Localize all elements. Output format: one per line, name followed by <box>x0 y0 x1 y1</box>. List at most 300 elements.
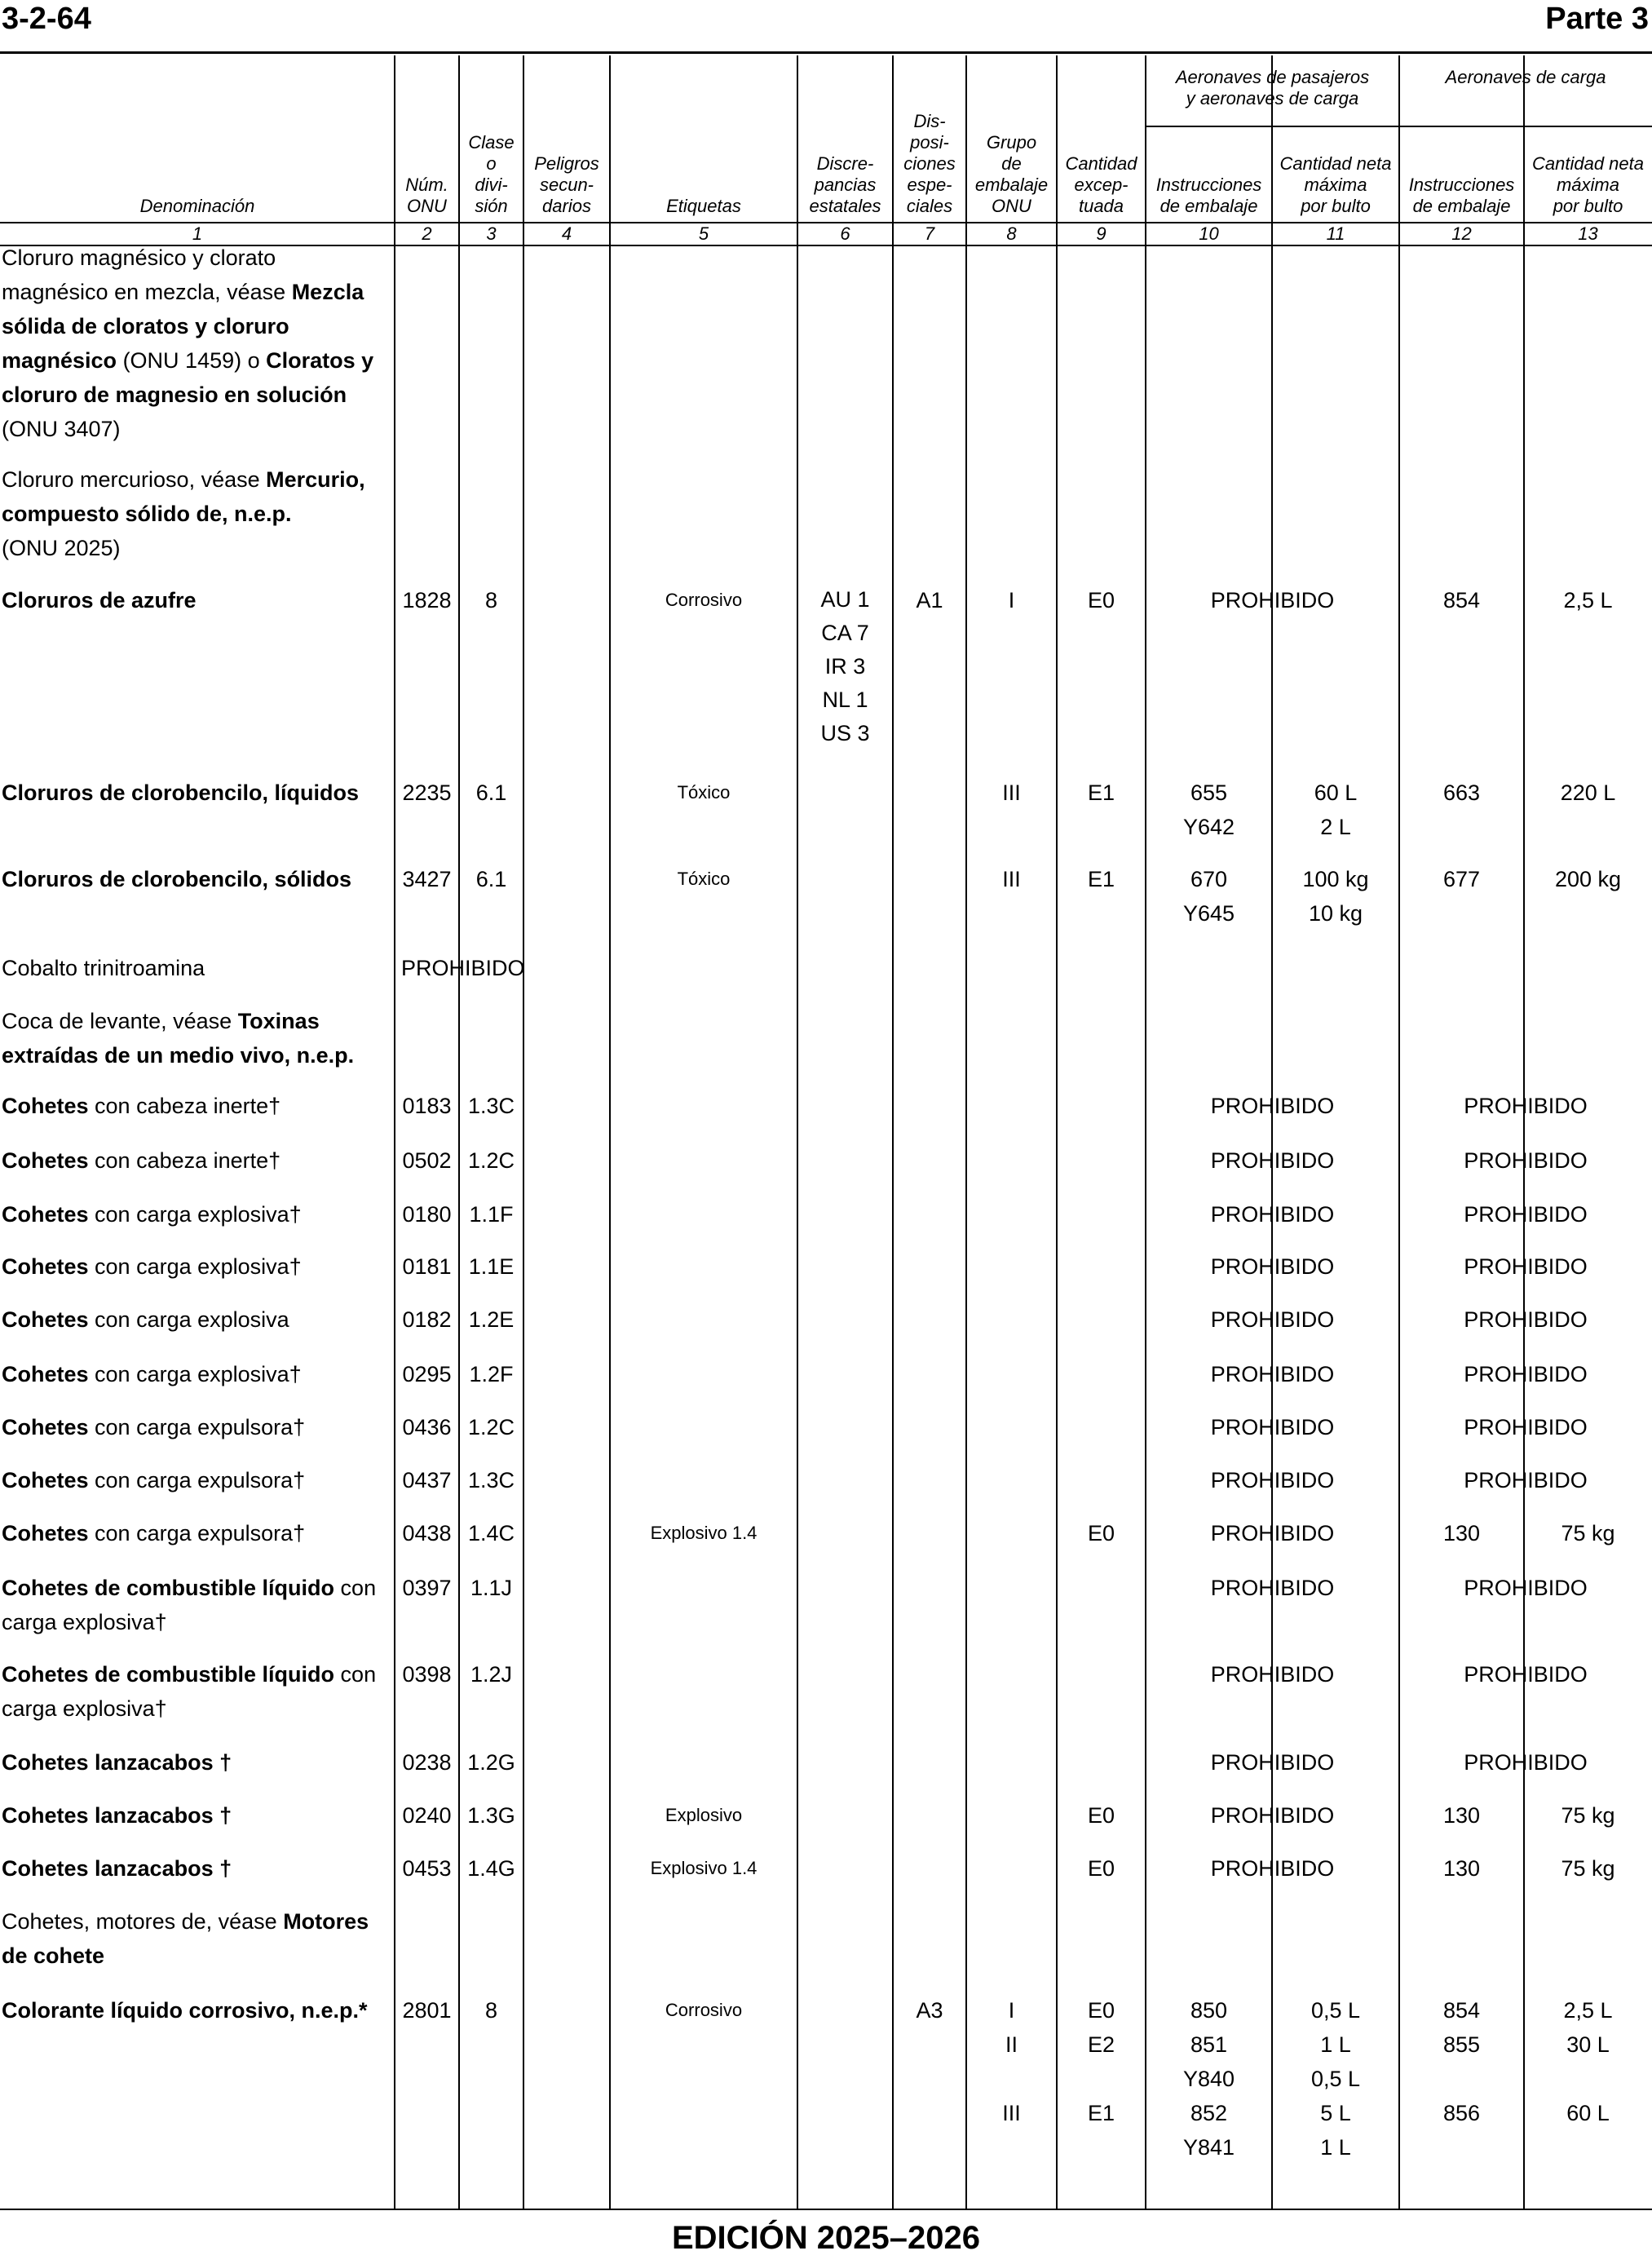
pax-packing-instruction <box>1146 862 1272 931</box>
entry-name-line <box>2 1745 393 1780</box>
excepted-quantity <box>1057 862 1146 896</box>
hazard-class: 8 <box>484 588 498 612</box>
column-index-13: 13 <box>1578 223 1598 244</box>
cargo-max-net-quantity <box>1524 1516 1652 1550</box>
label-text: Explosivo <box>665 1805 743 1825</box>
entry-name-line <box>2 1197 393 1231</box>
pax-packing-instruction-line: Y841 <box>1182 2135 1235 2160</box>
packing-group <box>966 1993 1057 2130</box>
entry-name <box>2 1571 393 1639</box>
entry-name-text: carga explosiva† <box>2 1610 167 1634</box>
excepted-quantity <box>1057 1798 1146 1833</box>
entry-name <box>2 1745 393 1780</box>
entry-name-line <box>2 1249 393 1284</box>
entry-name <box>2 776 393 810</box>
cargo-packing-instruction-line: 677 <box>1442 867 1481 891</box>
cargo-max-net-quantity <box>1524 776 1652 810</box>
cargo-prohibited: PROHIBIDO <box>1464 1148 1588 1173</box>
cargo-prohibited: PROHIBIDO <box>1464 1750 1588 1775</box>
excepted-quantity-line: E0 <box>1087 1856 1115 1881</box>
pax-prohibited: PROHIBIDO <box>1210 1521 1335 1545</box>
entry-name-line <box>2 1851 393 1886</box>
pax-max-net-quantity <box>1272 862 1399 931</box>
un-number: 0437 <box>402 1468 452 1492</box>
cargo-packing-instruction-line: 856 <box>1442 2101 1481 2125</box>
column-header-line: ONU <box>992 196 1031 216</box>
pax-max-net-quantity <box>1272 776 1399 844</box>
cargo-prohibited: PROHIBIDO <box>1464 1468 1588 1492</box>
excepted-quantity <box>1057 1851 1146 1886</box>
entry-name-text: con cabeza inerte† <box>88 1148 281 1173</box>
hazard-class: 1.2J <box>470 1662 513 1687</box>
column-index-3: 3 <box>486 223 497 244</box>
pax-prohibited: PROHIBIDO <box>1210 1415 1335 1439</box>
column-header-6 <box>799 153 891 217</box>
column-index-6: 6 <box>840 223 850 244</box>
cargo-prohibited: PROHIBIDO <box>1464 1202 1588 1227</box>
column-header-2 <box>396 175 457 217</box>
entry-name-bold: compuesto sólido de, n.e.p. <box>2 502 292 526</box>
column-header-line: Grupo <box>986 132 1037 153</box>
cargo-max-net-quantity-line: 2,5 L <box>1563 588 1613 612</box>
column-header-line: máxima <box>1556 175 1619 195</box>
entry-name <box>2 1143 393 1178</box>
entry-name-line <box>2 343 393 378</box>
entry-name <box>2 1004 393 1072</box>
excepted-quantity <box>1057 776 1146 810</box>
entry-name-bold: Cohetes <box>2 1468 89 1492</box>
entry-prohibited: PROHIBIDO <box>401 956 525 980</box>
pax-prohibited: PROHIBIDO <box>1210 1856 1335 1881</box>
hazard-class: 1.1J <box>470 1576 513 1600</box>
entry-name-line <box>2 1605 393 1639</box>
entry-name-text: (ONU 2025) <box>2 536 121 560</box>
column-header-7 <box>894 111 965 217</box>
un-number: 0502 <box>402 1148 452 1173</box>
hazard-class: 1.1E <box>468 1254 515 1279</box>
entry-name <box>2 1089 393 1123</box>
hazard-class: 1.2C <box>467 1415 515 1439</box>
entry-name-line <box>2 412 393 446</box>
header-cargo-aircraft <box>1399 67 1652 88</box>
cargo-max-net-quantity-line: 200 kg <box>1554 867 1622 891</box>
un-number: 0180 <box>402 1202 452 1227</box>
packing-group-line <box>966 2062 1057 2096</box>
cargo-max-net-quantity <box>1524 862 1652 896</box>
cargo-packing-instruction <box>1399 776 1524 810</box>
column-header-line: de embalaje <box>1412 196 1511 216</box>
excepted-quantity <box>1057 583 1146 617</box>
cargo-packing-instruction <box>1399 1851 1524 1886</box>
entry-name-bold: Cohetes <box>2 1362 89 1386</box>
excepted-quantity-line: E0 <box>1087 1998 1115 2023</box>
cargo-packing-instruction <box>1399 862 1524 896</box>
pax-packing-instruction <box>1146 776 1272 844</box>
entry-name-bold: sólida de cloratos y cloruro <box>2 314 289 338</box>
entry-name-bold: Cohetes <box>2 1521 89 1545</box>
entry-name-bold: Mezcla <box>291 280 364 304</box>
entry-name-bold: Cohetes <box>2 1307 89 1332</box>
entry-name-text: carga explosiva† <box>2 1696 167 1721</box>
pax-max-net-quantity-line: 60 L <box>1314 780 1358 805</box>
un-number: 0397 <box>402 1576 452 1600</box>
un-number: 0240 <box>402 1803 452 1828</box>
entry-name-bold: Cloruros de clorobencilo, líquidos <box>2 780 360 805</box>
pax-prohibited: PROHIBIDO <box>1210 1094 1335 1118</box>
column-header-line: excep- <box>1074 175 1129 195</box>
column-header-line: tuada <box>1078 196 1124 216</box>
entry-name <box>2 241 393 446</box>
entry-name-text: Cobalto trinitroamina <box>2 956 205 980</box>
entry-name-line <box>2 1939 393 1973</box>
entry-name-bold: Cohetes <box>2 1202 89 1227</box>
un-number: 0295 <box>402 1362 452 1386</box>
entry-name-bold: Mercurio, <box>266 467 365 492</box>
cargo-max-net-quantity-line: 75 kg <box>1561 1521 1615 1545</box>
entry-name-bold: extraídas de un medio vivo, n.e.p. <box>2 1043 355 1068</box>
hazard-class: 6.1 <box>475 867 507 891</box>
entry-name-text: con carga explosiva† <box>88 1362 302 1386</box>
column-header-11 <box>1274 153 1398 217</box>
entry-name <box>2 1657 393 1726</box>
cargo-prohibited: PROHIBIDO <box>1464 1415 1588 1439</box>
column-header-line: Cantidad <box>1065 153 1137 174</box>
label-text: Corrosivo <box>665 2000 743 2020</box>
column-header-line: ciales <box>906 196 953 216</box>
column-rule <box>394 55 395 2209</box>
state-variations-line: AU 1 <box>820 587 870 612</box>
column-rule <box>1056 55 1058 2209</box>
entry-name-line <box>2 309 393 343</box>
un-number: 3427 <box>402 867 452 891</box>
entry-name-bold: Cohetes de combustible líquido <box>2 1662 335 1687</box>
column-header-line: sión <box>475 196 508 216</box>
column-header-line: Etiquetas <box>666 196 741 216</box>
entry-name-line <box>2 1357 393 1391</box>
column-rule <box>1523 55 1525 2209</box>
cargo-prohibited: PROHIBIDO <box>1464 1662 1588 1687</box>
column-rule <box>1398 55 1400 2209</box>
cargo-prohibited: PROHIBIDO <box>1464 1254 1588 1279</box>
column-index-5: 5 <box>698 223 709 244</box>
column-rule <box>892 55 894 2209</box>
cargo-max-net-quantity-line: 2,5 L <box>1563 1998 1613 2023</box>
packing-group-line: III <box>1002 780 1021 805</box>
cargo-prohibited: PROHIBIDO <box>1464 1576 1588 1600</box>
column-header-1 <box>2 196 393 217</box>
entry-name-bold: Toxinas <box>237 1009 320 1033</box>
entry-name-text: Cloruro mercurioso, véase <box>2 467 267 492</box>
entry-name-line <box>2 241 393 275</box>
entry-name <box>2 1197 393 1231</box>
entry-name-text: Coca de levante, véase <box>2 1009 238 1033</box>
packing-group <box>966 583 1057 617</box>
pax-packing-instruction-line: Y642 <box>1182 815 1235 839</box>
column-index-1: 1 <box>192 223 203 244</box>
entry-name-bold: magnésico <box>2 348 117 373</box>
cargo-packing-instruction-line: 130 <box>1442 1521 1481 1545</box>
entry-name-text: (ONU 3407) <box>2 417 121 441</box>
column-header-line: posi- <box>910 132 949 153</box>
cargo-max-net-quantity-line: 220 L <box>1560 780 1616 805</box>
un-number: 0238 <box>402 1750 452 1775</box>
pax-packing-instruction <box>1146 1993 1272 2165</box>
entry-name <box>2 1798 393 1833</box>
pax-prohibited: PROHIBIDO <box>1210 1148 1335 1173</box>
cargo-prohibited: PROHIBIDO <box>1464 1094 1588 1118</box>
excepted-quantity-line: E0 <box>1087 1803 1115 1828</box>
column-header-line: Dis- <box>913 111 946 131</box>
cargo-max-net-quantity-line <box>1524 2062 1652 2096</box>
cargo-max-net-quantity <box>1524 1993 1652 2130</box>
header-group-rule <box>1146 126 1652 127</box>
packing-group-line: I <box>1008 1998 1015 2023</box>
entry-name-line <box>2 1993 393 2027</box>
column-rule <box>609 55 611 2209</box>
hazard-class: 8 <box>484 1998 498 2023</box>
pax-prohibited: PROHIBIDO <box>1210 1750 1335 1775</box>
label-text: Tóxico <box>677 782 731 803</box>
entry-name-line <box>2 1089 393 1123</box>
cargo-packing-instruction-line: 854 <box>1442 588 1481 612</box>
header-passenger-aircraft <box>1146 67 1399 109</box>
cargo-packing-instruction <box>1399 1516 1524 1550</box>
cargo-packing-instruction-line: 130 <box>1442 1803 1481 1828</box>
pax-packing-instruction-line: Y645 <box>1182 901 1235 926</box>
pax-packing-instruction-line: 851 <box>1190 2032 1228 2057</box>
cargo-max-net-quantity <box>1524 1798 1652 1833</box>
pax-max-net-quantity <box>1272 1993 1399 2165</box>
column-header-12 <box>1401 175 1522 217</box>
column-index-10: 10 <box>1199 223 1219 244</box>
pax-prohibited: PROHIBIDO <box>1210 1362 1335 1386</box>
entry-name-line <box>2 1463 393 1497</box>
column-header-line: Cantidad neta <box>1279 153 1392 174</box>
entry-name-bold: Cohetes <box>2 1415 89 1439</box>
entry-name <box>2 862 393 896</box>
entry-name-bold: Colorante líquido corrosivo, n.e.p.* <box>2 1998 368 2023</box>
entry-name-line <box>2 583 393 617</box>
entry-name-bold: Cloruros de clorobencilo, sólidos <box>2 867 352 891</box>
entry-name-line <box>2 776 393 810</box>
hazard-class: 1.3G <box>467 1803 515 1828</box>
packing-group-line: III <box>1002 2101 1021 2125</box>
column-header-line: divi- <box>475 175 508 195</box>
page-number: 3-2-64 <box>2 2 91 36</box>
entry-name-text: con cabeza inerte† <box>88 1094 281 1118</box>
entry-name-bold: Cohetes lanzacabos † <box>2 1856 232 1881</box>
entry-name-text: con carga expulsora† <box>88 1415 306 1439</box>
pax-prohibited: PROHIBIDO <box>1210 1803 1335 1828</box>
un-number: 1828 <box>402 588 452 612</box>
entry-name-text: Cohetes, motores de, véase <box>2 1909 284 1934</box>
entry-name-line <box>2 497 393 531</box>
hazard-class: 1.2E <box>468 1307 515 1332</box>
pax-max-net-quantity-line: 100 kg <box>1302 867 1369 891</box>
column-header-line: darios <box>542 196 591 216</box>
entry-name-text: con <box>334 1662 377 1687</box>
cargo-max-net-quantity-line: 75 kg <box>1561 1803 1615 1828</box>
un-number: 0183 <box>402 1094 452 1118</box>
column-rule <box>797 55 798 2209</box>
entry-name-text: con carga explosiva <box>88 1307 289 1332</box>
entry-name-line <box>2 378 393 412</box>
entry-name-line <box>2 862 393 896</box>
entry-name-text: con carga expulsora† <box>88 1521 306 1545</box>
column-header-line: Cantidad neta <box>1532 153 1644 174</box>
hazard-class: 1.2G <box>467 1750 515 1775</box>
entry-name-line <box>2 1691 393 1726</box>
entry-name-bold: Cohetes <box>2 1254 89 1279</box>
pax-packing-instruction-line: 670 <box>1190 867 1228 891</box>
column-header-10 <box>1147 175 1270 217</box>
hazard-class: 1.3C <box>467 1468 515 1492</box>
entry-name-line <box>2 1657 393 1691</box>
entry-name-line <box>2 531 393 565</box>
excepted-quantity-line: E1 <box>1087 780 1115 805</box>
column-header-line: secun- <box>539 175 594 195</box>
entry-name-bold: Cohetes <box>2 1094 89 1118</box>
pax-max-net-quantity-line: 0,5 L <box>1310 1998 1361 2023</box>
column-index-9: 9 <box>1096 223 1106 244</box>
column-rule <box>965 55 967 2209</box>
label-text: Explosivo 1.4 <box>650 1858 758 1878</box>
column-header-8 <box>968 132 1055 217</box>
label-text: Explosivo 1.4 <box>650 1523 758 1543</box>
column-index-7: 7 <box>924 223 935 244</box>
cargo-packing-instruction <box>1399 583 1524 617</box>
entry-name-line <box>2 1038 393 1072</box>
column-header-line: Instrucciones <box>1408 175 1515 195</box>
cargo-prohibited: PROHIBIDO <box>1464 1362 1588 1386</box>
packing-group-line: I <box>1008 588 1015 612</box>
edition-footer: EDICIÓN 2025–2026 <box>671 2220 980 2256</box>
column-header-line: o <box>486 153 497 174</box>
excepted-quantity-line: E0 <box>1087 1521 1115 1545</box>
pax-prohibited: PROHIBIDO <box>1210 1576 1335 1600</box>
column-header-line: pancias <box>814 175 877 195</box>
entry-name <box>2 1410 393 1444</box>
cargo-packing-instruction-line: 855 <box>1442 2032 1481 2057</box>
entry-name-text: (ONU 1459) o <box>117 348 267 373</box>
entry-name-line <box>2 1571 393 1605</box>
cargo-max-net-quantity-line: 30 L <box>1566 2032 1610 2057</box>
entry-name-bold: Cohetes lanzacabos † <box>2 1750 232 1775</box>
column-index-4: 4 <box>561 223 572 244</box>
pax-packing-instruction-line: 655 <box>1190 780 1228 805</box>
pax-prohibited: PROHIBIDO <box>1210 1254 1335 1279</box>
entry-name <box>2 1463 393 1497</box>
column-header-line: Denominación <box>139 196 255 216</box>
entry-name-bold: Motores <box>283 1909 369 1934</box>
column-header-line: Núm. <box>405 175 448 195</box>
entry-name <box>2 583 393 617</box>
state-variations-line: IR 3 <box>824 654 866 679</box>
pax-packing-instruction-line: Y840 <box>1182 2067 1235 2091</box>
excepted-quantity <box>1057 1516 1146 1550</box>
cargo-max-net-quantity <box>1524 583 1652 617</box>
entry-name-line <box>2 1302 393 1337</box>
entry-name-bold: Cohetes de combustible líquido <box>2 1576 335 1600</box>
un-number: 0181 <box>402 1254 452 1279</box>
cargo-packing-instruction <box>1399 1798 1524 1833</box>
hazard-class: 6.1 <box>475 780 507 805</box>
column-index-11: 11 <box>1326 223 1345 244</box>
cargo-packing-instruction-line: 854 <box>1442 1998 1481 2023</box>
column-header-4 <box>525 153 608 217</box>
un-number: 0436 <box>402 1415 452 1439</box>
entry-name-line <box>2 275 393 309</box>
hazard-class: 1.1F <box>469 1202 514 1227</box>
entry-name <box>2 1357 393 1391</box>
pax-max-net-quantity-line: 2 L <box>1320 815 1351 839</box>
column-header-3 <box>461 132 522 217</box>
column-header-line: de embalaje <box>1159 196 1258 216</box>
special-provisions: A1 <box>916 588 943 612</box>
state-variations-line: NL 1 <box>822 688 868 712</box>
header-rule <box>0 222 1652 223</box>
un-number: 2801 <box>402 1998 452 2023</box>
cargo-packing-instruction-line: 130 <box>1442 1856 1481 1881</box>
column-header-line: de <box>1001 153 1022 174</box>
packing-group <box>966 862 1057 896</box>
header-passenger-aircraft-line: y aeronaves de carga <box>1186 88 1359 108</box>
un-number: 0438 <box>402 1521 452 1545</box>
cargo-packing-instruction <box>1399 1993 1524 2130</box>
entry-name-text: Cloruro magnésico y clorato <box>2 245 276 270</box>
entry-name-bold: Cloratos y <box>266 348 374 373</box>
column-header-line: ONU <box>407 196 447 216</box>
excepted-quantity-line: E1 <box>1087 867 1115 891</box>
entry-name-bold: Cohetes lanzacabos † <box>2 1803 232 1828</box>
un-number: 0398 <box>402 1662 452 1687</box>
excepted-quantity-line: E0 <box>1087 588 1115 612</box>
pax-packing-instruction-line: 852 <box>1190 2101 1228 2125</box>
entry-name <box>2 462 393 565</box>
column-rule <box>523 55 524 2209</box>
entry-name-line <box>2 462 393 497</box>
entry-name-line <box>2 1410 393 1444</box>
entry-name-text: magnésico en mezcla, véase <box>2 280 292 304</box>
entry-name <box>2 1249 393 1284</box>
entry-name-line <box>2 1143 393 1178</box>
pax-max-net-quantity-line: 10 kg <box>1308 901 1363 926</box>
un-number: 0182 <box>402 1307 452 1332</box>
column-header-9 <box>1058 153 1144 217</box>
entry-name-line <box>2 1904 393 1939</box>
cargo-max-net-quantity-line: 60 L <box>1566 2101 1610 2125</box>
column-header-line: Clase <box>468 132 515 153</box>
column-header-line: embalaje <box>974 175 1049 195</box>
entry-name-line <box>2 1004 393 1038</box>
column-header-5 <box>612 196 796 217</box>
pax-prohibited: PROHIBIDO <box>1210 588 1335 612</box>
packing-group-line: III <box>1002 867 1021 891</box>
column-header-13 <box>1526 153 1650 217</box>
pax-max-net-quantity-line: 1 L <box>1320 2135 1351 2160</box>
entry-name-bold: de cohete <box>2 1943 105 1968</box>
entry-name-text: con carga explosiva† <box>88 1254 302 1279</box>
entry-name-text: con carga explosiva† <box>88 1202 302 1227</box>
cargo-packing-instruction-line: 663 <box>1442 780 1481 805</box>
pax-packing-instruction-line: 850 <box>1190 1998 1228 2023</box>
packing-group-line: II <box>1005 2032 1018 2057</box>
header-cargo-aircraft-line: Aeronaves de carga <box>1445 67 1606 87</box>
entry-name-text: con <box>334 1576 377 1600</box>
state-variations-line: US 3 <box>820 721 870 745</box>
pax-prohibited: PROHIBIDO <box>1210 1468 1335 1492</box>
page-part: Parte 3 <box>1545 2 1649 36</box>
